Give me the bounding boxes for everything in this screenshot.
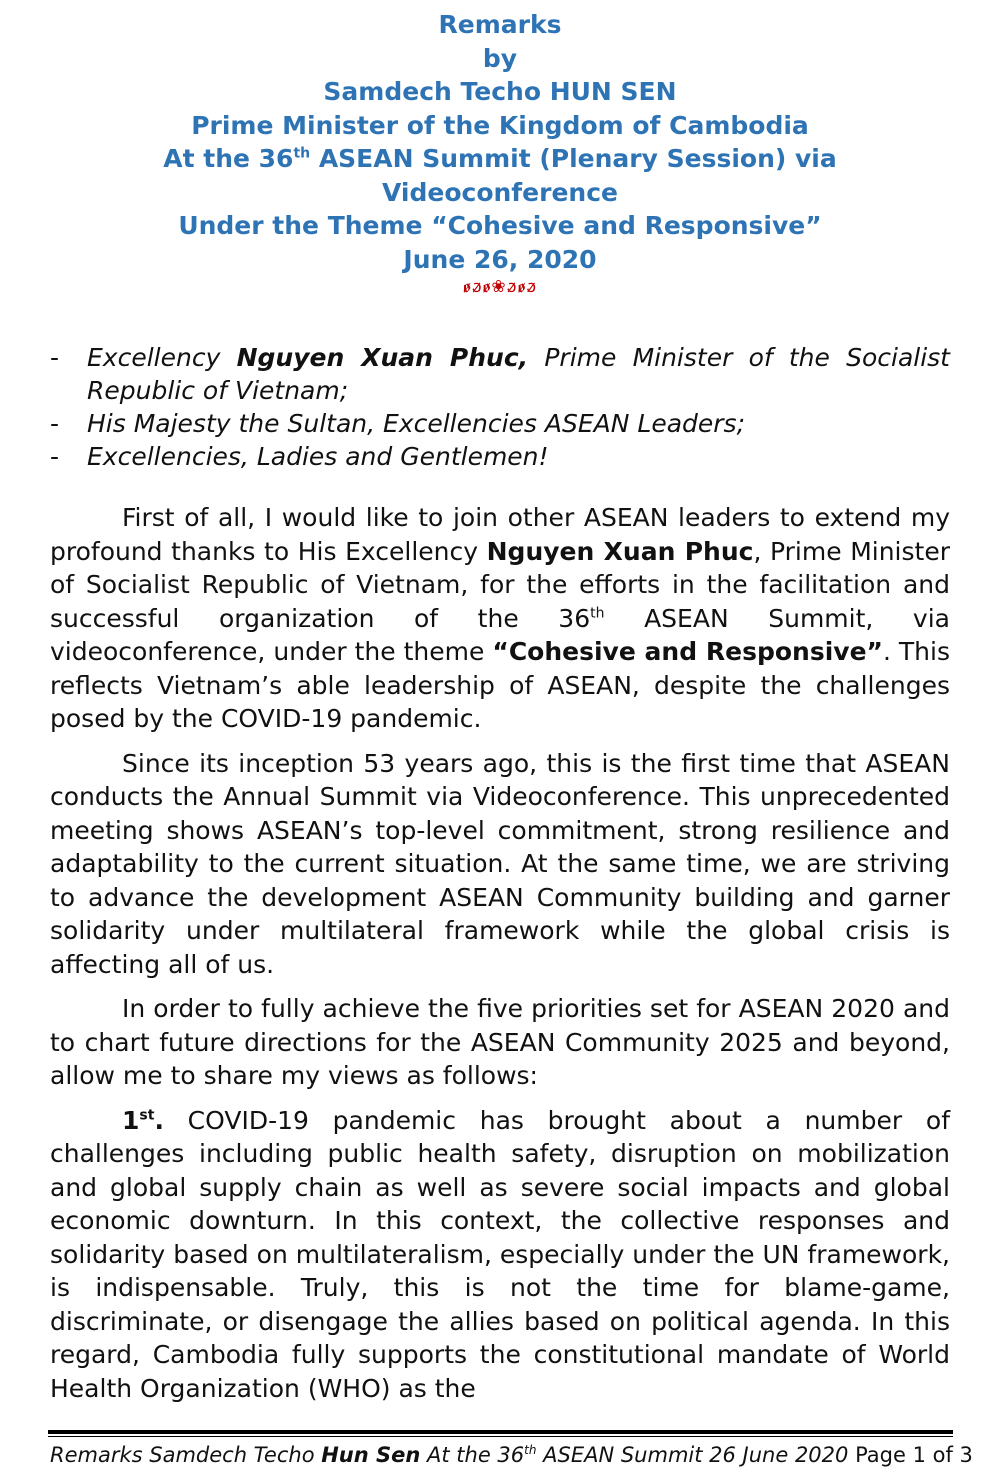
speech-body: [50, 501, 950, 1416]
footer-rule-thin: [48, 1436, 953, 1437]
header-event-mode: Videoconference: [382, 177, 618, 207]
point-number: 1st.: [122, 1105, 164, 1135]
header-by: by: [482, 43, 518, 73]
footer-rule-thick: [48, 1430, 953, 1434]
list-dash: -: [50, 442, 60, 471]
salutation-name: Nguyen Xuan Phuc,: [236, 343, 529, 372]
salutation-item: - Excellencies, Ladies and Gentlemen!: [50, 442, 549, 471]
header-speaker-name: Samdech Techo HUN SEN: [323, 77, 677, 106]
decorative-ornament: ꬾꬿꬾ❀ꬿꬾꬿ: [462, 277, 538, 297]
list-dash: -: [50, 409, 60, 438]
paragraph-1: First of all, I would like to join other ASEAN leaders to extend my profound thanks to His Excellency Nguyen Xuan Phuc, Prime Minister of Socialist Republic of Vietnam, for the efforts in the facilitation and successful organization of the 36th ASEAN Summit, via videoconference, under the theme “Cohesive and Responsive”. This reflects Vietnam’s able leadership of ASEAN, despite the challenges posed by the COVID-19 pandemic.: [50, 503, 951, 733]
paragraph-3: In order to fully achieve the five priorities set for ASEAN 2020 and to chart future directions for the ASEAN Community 2025 and beyond, allow me to share my views as follows:: [50, 994, 950, 1090]
header-remarks: Remarks: [438, 10, 562, 39]
salutation-list: [50, 341, 950, 473]
paragraph-2: Since its inception 53 years ago, this is the first time that ASEAN conducts the Annual Summit via Videoconference. This unprecedented meeting shows ASEAN’s top-level commitment, strong resilience and adaptability to the current situation. At the same time, we are striving to advance the development ASEAN Community building and garner solidarity under multilateral framework while the global crisis is affecting all of us.: [50, 748, 950, 979]
footer-name: Hun Sen: [321, 1443, 421, 1467]
header-event-line: At the 36th ASEAN Summit (Plenary Session) via: [163, 144, 837, 173]
header-date: June 26, 2020: [403, 244, 597, 274]
document-header: [0, 8, 1000, 298]
page-footer: Remarks Samdech Techo Hun Sen At the 36th ASEAN Summit 26 June 2020 Page 1 of 3: [50, 1443, 973, 1467]
list-dash: -: [50, 343, 60, 372]
salutation-item: - Excellency Nguyen Xuan Phuc, Prime Minister of the Socialist Republic of Vietnam;: [50, 343, 950, 405]
page-number: Page 1 of 3: [848, 1443, 973, 1467]
salutation-item: - His Majesty the Sultan, Excellencies ASEAN Leaders;: [50, 409, 745, 438]
paragraph-4: 1st. COVID-19 pandemic has brought about a number of challenges including public health safety, disruption on mobilization and global supply chain as well as severe social impacts and global economic downturn. In this context, the collective responses and solidarity based on multilateralism, especially under the UN framework, is indispensable. Truly, this is not the time for blame-game, discriminate, or disengage the allies based on political agenda. In this regard, Cambodia fully supports the constitutional mandate of World Health Organization (WHO) as the: [50, 1105, 950, 1403]
header-speaker-title: Prime Minister of the Kingdom of Cambodia: [191, 110, 809, 140]
header-theme: Under the Theme “Cohesive and Responsive”: [178, 211, 822, 240]
